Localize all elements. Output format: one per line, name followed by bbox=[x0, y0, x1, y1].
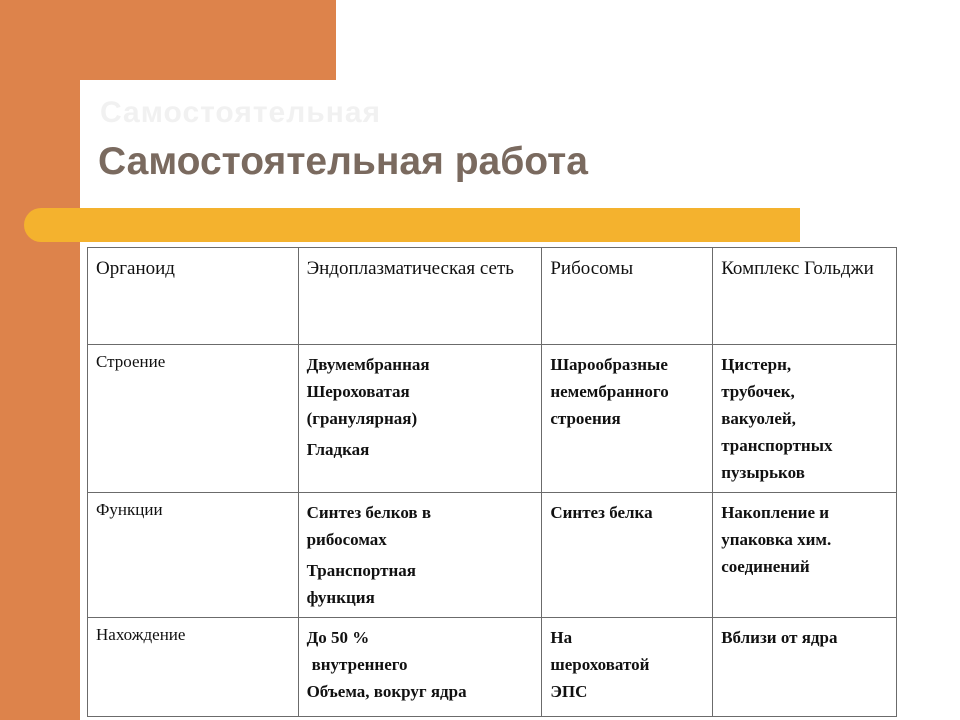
top-accent-block bbox=[0, 0, 336, 80]
cell-line: На bbox=[550, 628, 573, 647]
cell-line: строения bbox=[550, 409, 621, 428]
cell-line: Синтез белков в bbox=[306, 503, 432, 522]
slide-title: Самостоятельная работа bbox=[98, 140, 588, 183]
cell-functions-er bbox=[298, 493, 542, 618]
cell-line: Объема, вокруг ядра bbox=[306, 682, 467, 701]
row-label-location: Нахождение bbox=[88, 618, 299, 717]
cell-line: Двумембранная bbox=[306, 355, 430, 374]
cell-line: ЭПС bbox=[550, 682, 588, 701]
cell-line: Вблизи от ядра bbox=[721, 628, 838, 647]
header-cell-er: Эндоплазматическая сеть bbox=[298, 248, 542, 345]
cell-structure-golgi bbox=[713, 345, 897, 493]
cell-location-golgi bbox=[713, 618, 897, 717]
cell-line: Шарообразные bbox=[550, 355, 668, 374]
cell-line: шероховатой bbox=[550, 655, 650, 674]
table-header-row bbox=[88, 248, 897, 345]
cell-line: До 50 % bbox=[306, 628, 370, 647]
cell-line: Транспортная bbox=[306, 561, 416, 580]
cell-line: немембранного bbox=[550, 382, 669, 401]
table-row-functions bbox=[88, 493, 897, 618]
cell-line: (гранулярная) bbox=[306, 409, 418, 428]
cell-structure-er bbox=[298, 345, 542, 493]
cell-line: Накопление и bbox=[721, 503, 830, 522]
cell-structure-ribosomes bbox=[542, 345, 713, 493]
faint-background-text: Самостоятельная bbox=[100, 96, 382, 129]
cell-line: Шероховатая bbox=[306, 382, 410, 401]
cell-line: упаковка хим. bbox=[721, 530, 832, 549]
table-row-location bbox=[88, 618, 897, 717]
cell-line: Гладкая bbox=[306, 440, 370, 459]
title-underline-bar bbox=[24, 208, 800, 242]
left-accent-bar bbox=[0, 0, 80, 720]
table-row-structure bbox=[88, 345, 897, 493]
cell-location-ribosomes bbox=[542, 618, 713, 717]
header-cell-organoid: Органоид bbox=[88, 248, 299, 345]
cell-line: пузырьков bbox=[721, 463, 805, 482]
cell-line: рибосомах bbox=[306, 530, 387, 549]
cell-line: Цистерн, bbox=[721, 355, 792, 374]
cell-line: Синтез белка bbox=[550, 503, 653, 522]
organoid-table bbox=[87, 247, 897, 717]
row-label-functions: Функции bbox=[88, 493, 299, 618]
cell-line: транспортных bbox=[721, 436, 833, 455]
cell-functions-golgi bbox=[713, 493, 897, 618]
header-cell-golgi: Комплекс Гольджи bbox=[713, 248, 897, 345]
cell-line: внутреннего bbox=[311, 655, 408, 674]
header-cell-ribosomes: Рибосомы bbox=[542, 248, 713, 345]
cell-line: вакуолей, bbox=[721, 409, 796, 428]
cell-functions-ribosomes bbox=[542, 493, 713, 618]
row-label-structure: Строение bbox=[88, 345, 299, 493]
cell-line: трубочек, bbox=[721, 382, 795, 401]
cell-line: соединений bbox=[721, 557, 810, 576]
cell-location-er bbox=[298, 618, 542, 717]
cell-line: функция bbox=[306, 588, 375, 607]
